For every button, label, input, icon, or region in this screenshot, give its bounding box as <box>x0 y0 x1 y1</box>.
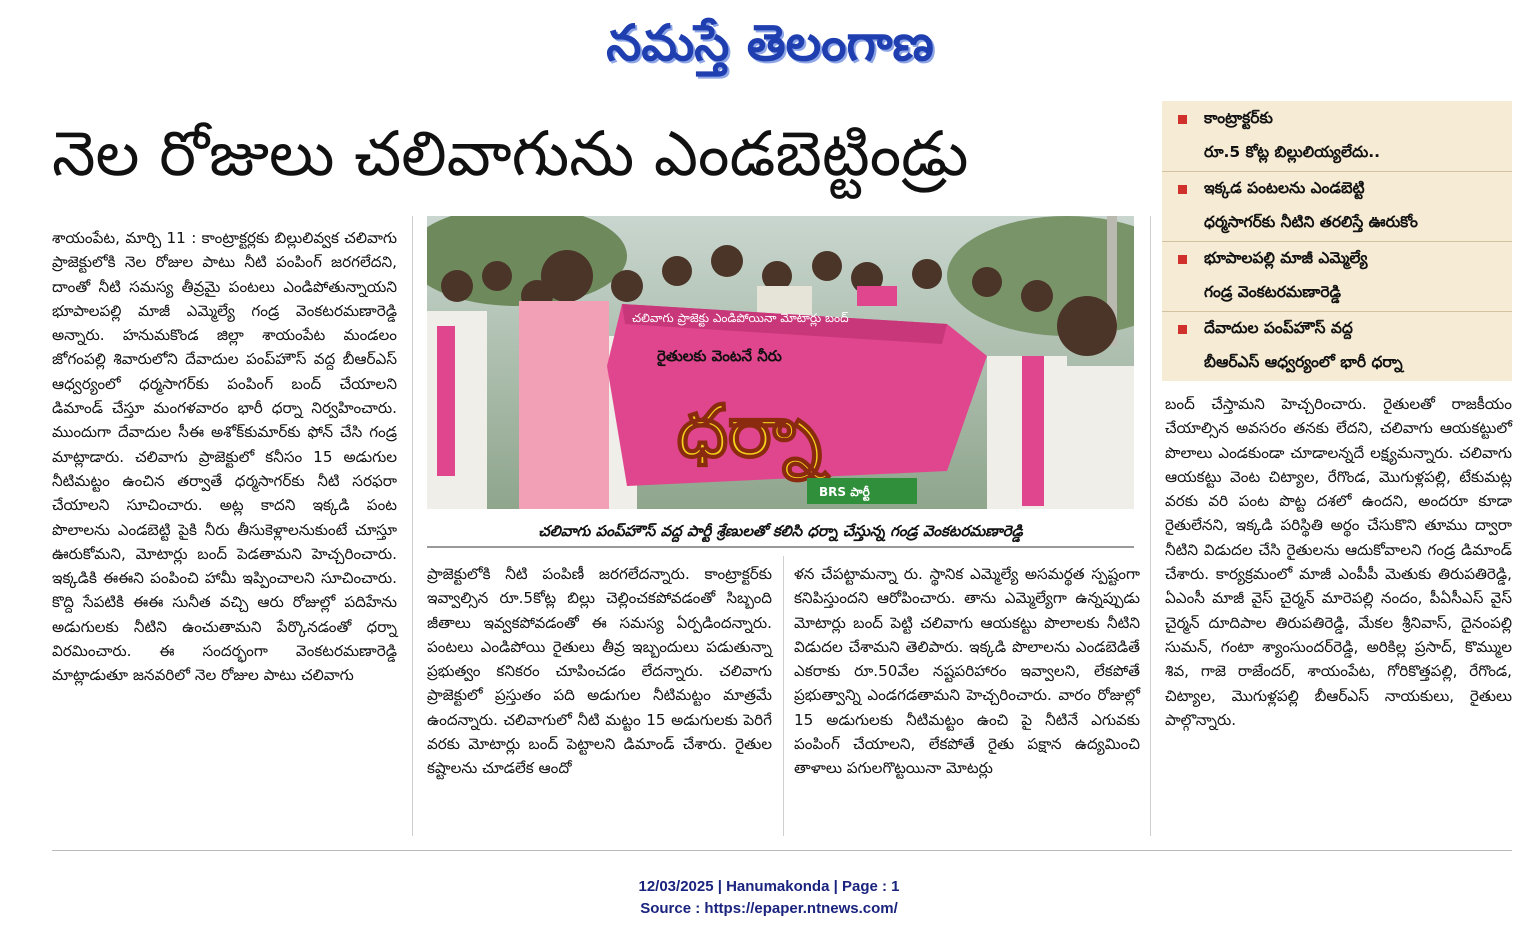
article-text: ప్రాజెక్టులోకి నీటి పంపిణీ జరగలేదన్నారు. కాంట్రాక్టర్‌కు ఇవ్వాల్సిన రూ.5కోట్ల బిల్లు చెల్లించకపోవడంతో సిబ్బంది జీతాలు ఇవ్వకపోవడంతో ఈ సమస్య ఏర్పడిందన్నారు. పంటలు ఎండిపోయి రైతులు తీవ్ర ఇబ్బందులు పడుతున్నా ప్రభుత్వం కనికరం చూపించడం లేదన్నారు. చలివాగు ప్రాజెక్టులో ప్రస్తుతం పది అడుగుల నీటిమట్టం మాత్రమే ఉందన్నారు. చలివాగులో నీటి మట్టం 15 అడుగులకు పెరిగే వరకు మోటార్లు బంద్ పెట్టాలని డిమాండ్ చేశారు. రైతుల కష్టాలను చూడలేక ఆందో <box>427 565 772 778</box>
photo-caption: చలివాగు పంప్‌హౌస్ వద్ద పార్టీ శ్రేణులతో కలిసి ధర్నా చేస్తున్న గండ్ర వెంకటరమణారెడ్డి <box>427 516 1134 548</box>
column-divider <box>412 216 413 836</box>
banner-line1: చలివాగు ప్రాజెక్టు ఎండిపోయినా మోటార్లు బంద్ <box>632 311 849 325</box>
highlights-box <box>1162 101 1512 381</box>
article-text: ళన చేపట్టామన్నా రు. స్థానిక ఎమ్మెల్యే అసమర్థత స్పష్టంగా కనిపిస్తుందని ఆరోపించారు. తాను ఎమ్మెల్యేగా ఉన్నప్పుడు మోటార్లు బంద్ పెట్టి చలివాగు ఆయకట్టు పొలాలకు నీటిని విడుదల చేశామని తెలిపారు. ఇక్కడి పొలాలను ఎండబెడితే ఎకరాకు రూ.50వేల నష్టపరిహారం ఇవ్వాలని, లేకపోతే ప్రభుత్వాన్ని ఎండగడతామని హెచ్చరించారు. వారం రోజుల్లో 15 అడుగులకు నీటిమట్టం ఉంచి పై నీటినే ఎగువకు పంపింగ్ చేయాలని, లేకపోతే రైతు పక్షాన ఉద్యమించి తాళాలు పగులగొట్టయినా మోటర్లు <box>794 565 1140 778</box>
footer-source-link[interactable]: Source : https://epaper.ntnews.com/ <box>640 900 898 917</box>
highlight-line: భూపాలపల్లి మాజీ ఎమ్మెల్యే <box>1204 249 1368 267</box>
highlight-item <box>1162 311 1512 381</box>
bullet-icon <box>1178 325 1187 334</box>
article-column-4 <box>1165 392 1512 834</box>
highlight-line: గండ్ర వెంకటరమణారెడ్డి <box>1204 283 1342 301</box>
newspaper-masthead: నమస్తే తెలంగాణ <box>606 13 934 72</box>
protest-photo-illustration <box>427 216 1134 509</box>
highlight-line: రూ.5 కోట్ల బిల్లులియ్యలేదు.. <box>1204 143 1381 161</box>
footer-date-edition: 12/03/2025 | Hanumakonda | Page : 1 <box>638 878 900 895</box>
highlight-line: కాంట్రాక్టర్‌కు <box>1204 109 1273 127</box>
highlight-item <box>1162 241 1512 312</box>
column-divider <box>1150 216 1151 836</box>
banner-tag: BRS పార్టీ <box>819 485 870 499</box>
banner-big-text: ధర్నా <box>677 389 822 473</box>
highlight-line: బీఆర్‌ఎస్ ఆధ్వర్యంలో భారీ ధర్నా <box>1204 353 1403 371</box>
bullet-icon <box>1178 255 1187 264</box>
article-headline: నెల రోజులు చలివాగును ఎండబెట్టిండ్రు <box>52 117 969 190</box>
column-divider <box>783 556 784 836</box>
article-column-2 <box>427 562 772 834</box>
highlight-item <box>1162 101 1512 172</box>
article-text: శాయంపేట, మార్చి 11 : కాంట్రాక్టర్లకు బిల్లులివ్వక చలివాగు ప్రాజెక్టులోకి నెల రోజుల పాటు నీటి పంపింగ్ జరగలేదని, దాంతో నీటి సమస్య తీవ్రమై పంటలు ఎండిపోతున్నాయని భూపాలపల్లి మాజీ ఎమ్మెల్యే గండ్ర వెంకటరమణారెడ్డి అన్నారు. హనుమకొండ జిల్లా శాయంపేట మండలం జోగంపల్లి శివారులోని దేవాదుల పంప్‌హౌస్ వద్ద బీఆర్‌ఎస్ ఆధ్వర్యంలో ధర్మసాగర్‌కు పంపింగ్ బంద్ చేయాలని డిమాండ్ చేస్తూ మంగళవారం భారీ ధర్నా నిర్వహించారు. ముందుగా దేవాదుల సీఈ అశోక్‌కుమార్‌కు ఫోన్ చేసి గండ్ర మాట్లాడారు. చలివాగు ప్రాజెక్టులో కనీసం 15 అడుగుల నీటిమట్టం ఉంచిన తర్వాతే ధర్మసాగర్‌కు నీటి సరఫరా చేయాలని సూచించారు. అట్ల కాదని ఇక్కడి పంట పొలాలను ఎండబెట్టి పైకి నీరు తీసుకెళ్లాలనుకుంటే చూస్తూ ఊరుకోమని, మోటార్లు బంద్ పెడతామని హెచ్చరించారు. ఇక్కడికి ఈఈని పంపించి హామీ ఇప్పించాలని సూచించారు. కొద్ది సేపటికి ఈఈ సునీత వచ్చి ఆరు రోజుల్లో పదిహేను అడుగులకు నీటిని ఉంచుతామని పేర్కొనడంతో ధర్నా విరమించారు. ఈ సందర్భంగా వెంకటరమణారెడ్డి మాట్లాడుతూ జనవరిలో నెల రోజుల పాటు చలివాగు <box>52 229 397 685</box>
article-text: బంద్ చేస్తామని హెచ్చరించారు. రైతులతో రాజకీయం చేయాల్సిన అవసరం తనకు లేదని, చలివాగు ఆయకట్టులో పొలాలు ఎండకుండా చూడాలన్నదే లక్ష్యమన్నారు. చలివాగు ఆయకట్టు వెంట చిట్యాల, రేగొండ, మొగుళ్లపల్లి, టేకుమట్ల వరకు వరి పంట పొట్ట దశలో ఉందని, అందరూ కూడా రైతులేనని, ఇక్కడి పరిస్థితి అర్థం చేసుకొని తూము ద్వారా నీటిని విడుదల చేసి రైతులను ఆదుకోవాలని గండ్ర డిమాండ్ చేశారు. కార్యక్రమంలో మాజీ ఎంపీపీ మెతుకు తిరుపతిరెడ్డి, ఏఎంసీ మాజీ వైస్ చైర్మన్ మారెపల్లి నందం, పీఏసీఎస్ వైస్ చైర్మన్ దూదిపాల తిరుపతిరెడ్డి, మేకల శ్రీనివాస్, దైనంపల్లి సుమన్, గంటా శ్యాంసుందర్‌రెడ్డి, అరికిల్ల ప్రసాద్, కొమ్ముల శివ, గాజె రాజేందర్, శాయంపేట, గోరికొత్తపల్లి, రేగొండ, చిట్యాల, మొగుళ్లపల్లి బీఆర్‌ఎస్ నాయకులు, రైతులు పాల్గొన్నారు. <box>1165 395 1512 729</box>
page-bottom-rule <box>52 850 1512 851</box>
highlight-item <box>1162 171 1512 242</box>
article-column-1 <box>52 226 397 834</box>
banner-line2: రైతులకు వెంటనే నీరు <box>657 347 782 365</box>
news-photo <box>427 216 1134 509</box>
highlight-line: ఇక్కడ పంటలను ఎండబెట్టి <box>1204 179 1365 197</box>
bullet-icon <box>1178 115 1187 124</box>
bullet-icon <box>1178 185 1187 194</box>
highlight-line: ధర్మసాగర్‌కు నీటిని తరలిస్తే ఊరుకోం <box>1204 213 1418 231</box>
highlight-line: దేవాదుల పంప్‌హౌస్ వద్ద <box>1204 319 1353 337</box>
article-column-3 <box>794 562 1140 834</box>
